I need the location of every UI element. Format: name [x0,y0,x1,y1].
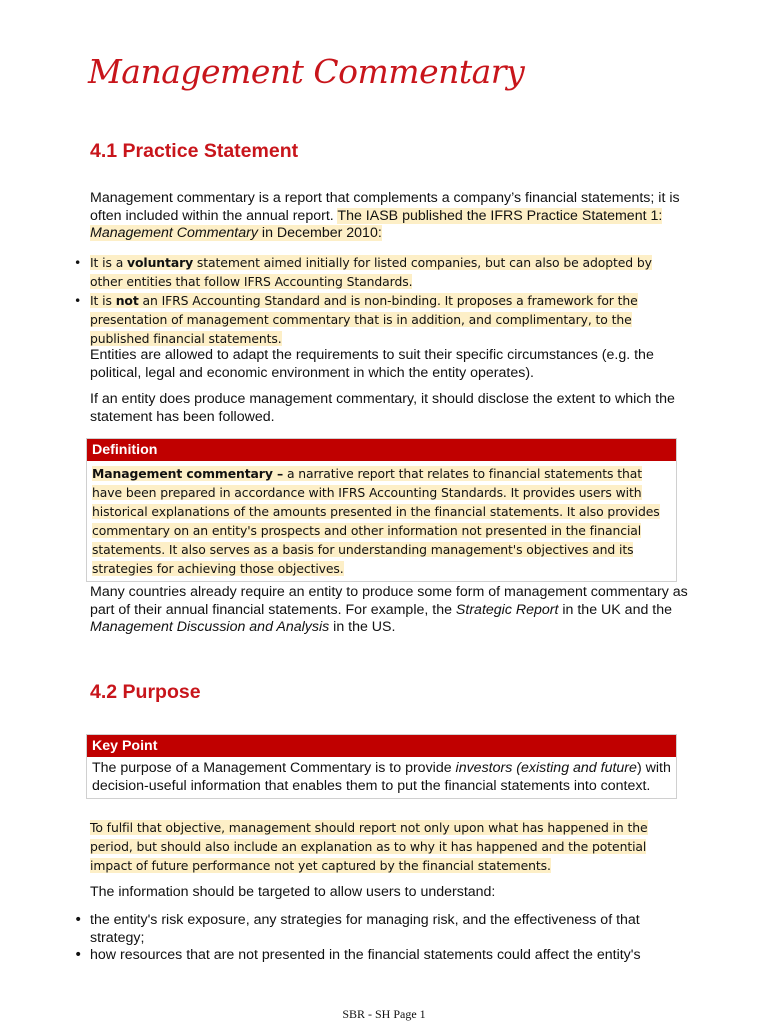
definition-header: Definition [87,439,676,461]
bullet-marker: • [74,912,83,928]
countries-paragraph [90,584,690,637]
key-point-emphasis: investors (existing and future [455,760,637,776]
definition-body [87,461,676,581]
list-item [74,291,680,348]
intro-highlight-emphasis: Management Commentary [90,225,258,241]
intro-highlight-text-a: The IASB published the IFRS Practice Statement 1: [337,207,663,224]
bullet-text [90,293,638,346]
intro-text: Management commentary is a report that complements a company’s financial statements; it is often included within the annual report. [90,190,680,224]
info-intro-paragraph: The information should be targeted to allow users to understand: [90,884,496,900]
page-footer: SBR - SH Page 1 [342,1007,426,1021]
key-point-body [87,757,676,798]
list-item [74,947,690,965]
definition-text [92,466,660,576]
section-heading-practice-statement: 4.1 Practice Statement [90,140,299,162]
disclose-paragraph: If an entity does produce management commentary, it should disclose the extent to which the statement has been followed. [90,391,675,425]
bullet-text-c: an IFRS Accounting Standard and is non-binding. It proposes a framework for the presentation of management commentary that is in addition, and complimentary, to the published financial statements. [90,293,638,346]
key-point-header: Key Point [87,735,676,757]
strategic-report-emphasis: Strategic Report [455,601,559,618]
mdna-emphasis: Management Discussion and Analysis [90,619,330,635]
bullet-marker: • [74,293,82,308]
countries-text-c: in the US. [329,619,396,635]
intro-paragraph [90,190,690,243]
bullet-marker: • [74,947,83,963]
definition-box [86,438,677,582]
objective-text: To fulfil that objective, management should report not only upon what has happened in the period, but should also include an explanation as to why it has happened and the potential impact of future performance not yet captured by the financial statements. [90,820,648,873]
bullet-emphasis: voluntary [127,255,194,270]
bullet-text-c: statement aimed initially for listed companies, but can also be adopted by other entities that follow IFRS Accounting Standards. [90,255,652,289]
objective-paragraph [90,818,680,875]
section-heading-purpose: 4.2 Purpose [90,681,201,703]
definition-description: a narrative report that relates to financial statements that have been prepared in accordance with IFRS Accounting Standards. It provides users with historical explanations of the amounts presented in the financial statements. It also provides commentary on an entity's prospects and other information not presented in the financial statements. It also serves as a basis for understanding management's objectives and its strategies for achieving those objectives. [92,466,660,576]
definition-term: Management commentary – [92,466,284,481]
list-item [74,912,690,947]
practice-statement-bullet-list [74,253,680,348]
bullet-text-a: It is [90,293,116,308]
bullet-text-a: It is a [90,255,128,270]
intro-highlight-text-b: in December 2010: [257,225,382,241]
key-point-box [86,734,677,799]
page-title: Management Commentary [88,52,525,91]
bullet-text [90,255,652,289]
list-item [74,253,680,291]
key-point-text-a: The purpose of a Management Commentary is to provide [92,760,456,776]
purpose-bullet-list [74,912,690,965]
bullet-text: how resources that are not presented in the financial statements could affect the entity's [90,947,641,963]
countries-text-a: Many countries already require an entity to produce some form of management commentary as part of their annual financial statements. For example, the [90,584,688,618]
countries-text-b: in the UK and the [558,601,673,618]
key-point-text-b: ) with decision-useful information that enables them to put the financial statements into context. [92,760,671,794]
bullet-marker: • [74,255,82,270]
bullet-text: the entity's risk exposure, any strategies for managing risk, and the effectiveness of that strategy; [90,912,640,946]
adapt-paragraph: Entities are allowed to adapt the requirements to suit their specific circumstances (e.g. the political, legal and economic environment in which the entity operates). [90,347,654,381]
bullet-emphasis: not [115,293,139,308]
